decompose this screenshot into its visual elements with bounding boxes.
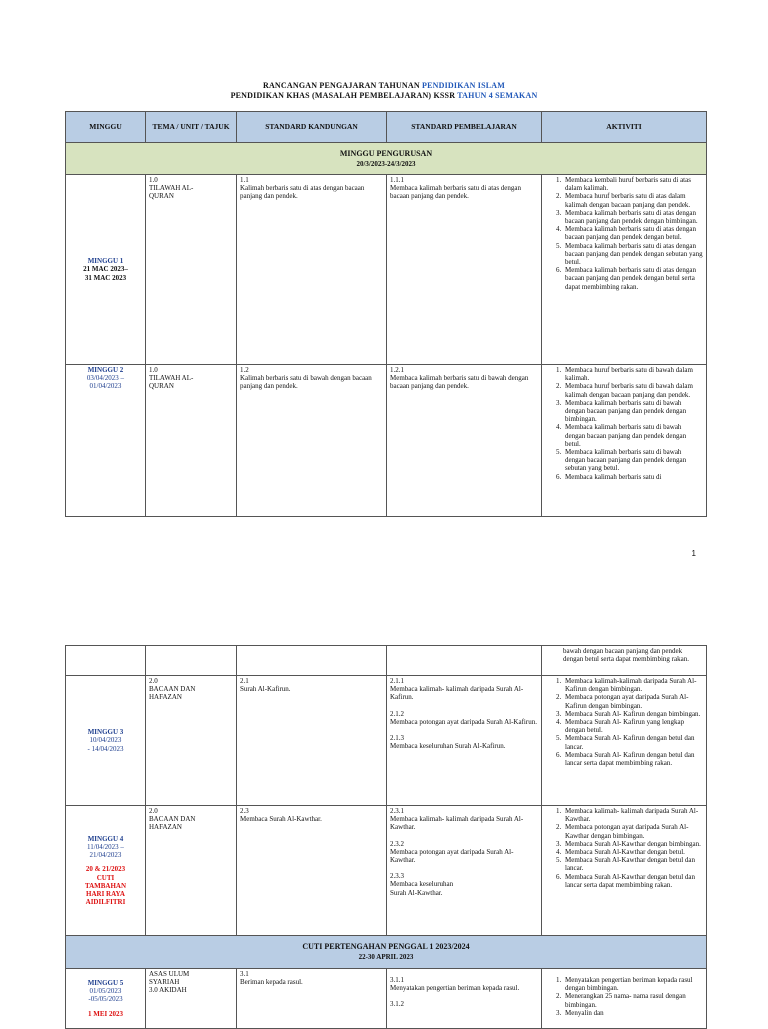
sk-text: Kalimah berbaris satu di atas dengan bacaan panjang dan pendek. — [240, 184, 365, 201]
cuti-date: 22-30 APRIL 2023 — [358, 953, 414, 961]
sk-code: 3.1 — [240, 970, 249, 978]
sp-block — [390, 840, 538, 865]
tema-cell — [146, 646, 237, 676]
holiday-date: 1 MEI 2023 — [88, 1009, 123, 1018]
list-item: 6. Membaca kalimah berbaris satu di atas dengan bacaan panjang dan pendek dengan betul serta dapat membimbing rakan. — [563, 266, 703, 291]
week-cell — [66, 806, 146, 936]
aktiviti-cell — [542, 806, 707, 936]
holiday-label: HARI RAYA — [86, 889, 125, 898]
tema-title-cont: QURAN — [149, 192, 174, 201]
sk-text: Membaca Surah Al-Kawthar. — [240, 815, 322, 824]
tema-cell — [146, 365, 237, 517]
list-item: 4. Membaca kalimah berbaris satu di bawah dengan bacaan panjang dan pendek dengan betul. — [563, 423, 703, 448]
sp-text: Membaca kalimah berbaris satu di atas dengan bacaan panjang dan pendek. — [390, 184, 522, 201]
list-item: 1. Membaca kalimah-kalimah daripada Surah Al- Kafirun dengan bimbingan. — [563, 677, 703, 693]
tema-code: 2.0 — [149, 807, 158, 815]
sp-cell — [387, 969, 542, 1029]
col-standard-kandungan: STANDARD KANDUNGAN — [237, 112, 387, 143]
activity-list — [545, 366, 703, 481]
sp-code: 2.3.1 — [390, 807, 404, 815]
week-date-start: 01/05/2023 — [89, 987, 122, 996]
sp-text: Membaca potongan ayat daripada Surah Al-Kafirun. — [390, 717, 537, 726]
activity-list — [545, 176, 703, 291]
sp-cell — [387, 676, 542, 806]
list-item: 4. Membaca Surah Al- Kafirun yang lengkap dengan betul. — [563, 718, 703, 734]
sk-code: 1.2 — [240, 366, 249, 374]
week-label: MINGGU 4 — [87, 834, 124, 843]
list-item: 1. Membaca kembali huruf berbaris satu di atas dalam kalimah. — [563, 176, 703, 192]
table-row — [66, 175, 707, 365]
sk-code: 2.3 — [240, 807, 249, 815]
col-aktiviti: AKTIVITI — [542, 112, 707, 143]
tema-title-cont: SYARIAH — [149, 978, 180, 987]
sp-cell — [387, 365, 542, 517]
list-item: 5. Membaca Surah Al- Kafirun dengan betul dan lancar. — [563, 734, 703, 750]
week-cell — [66, 175, 146, 365]
title-programme: PENDIDIKAN KHAS (MASALAH PEMBELAJARAN) KSSR — [230, 91, 458, 100]
sk-cell — [237, 646, 387, 676]
holiday-label: TAMBAHAN — [84, 881, 127, 890]
sp-text: Surah Al-Kawthar. — [390, 888, 443, 897]
doc-title-line-1 — [0, 81, 768, 90]
sp-cell — [387, 646, 542, 676]
tema-title: TILAWAH AL- — [149, 374, 194, 383]
list-item: 6. Membaca Surah Al- Kafirun dengan betul dan lancar serta dapat membimbing rakan. — [563, 751, 703, 767]
list-item: 1. Membaca huruf berbaris satu di bawah dalam kalimah. — [563, 366, 703, 382]
aktiviti-cell — [542, 646, 707, 676]
pengurusan-title: MINGGU PENGURUSAN — [339, 148, 433, 158]
sk-text: Kalimah berbaris satu di bawah dengan bacaan panjang dan pendek. — [240, 374, 372, 391]
sp-code: 2.3.2 — [390, 839, 404, 848]
week-date-end: -05/05/2023 — [88, 995, 123, 1004]
list-item: 1. Membaca kalimah- kalimah daripada Surah Al-Kawthar. — [563, 807, 703, 823]
aktiviti-cell — [542, 969, 707, 1029]
sk-cell — [237, 806, 387, 936]
activity-list — [545, 677, 703, 767]
sp-code: 1.1.1 — [390, 176, 404, 184]
holiday-date: 20 & 21/2023 — [85, 865, 126, 874]
week-date-end: - 14/04/2023 — [87, 744, 124, 753]
list-item: 5. Membaca Surah Al-Kawthar dengan betul dan lancar. — [563, 856, 703, 872]
week-date-start: 11/04/2023 – — [87, 842, 124, 851]
title-subject: PENDIDIKAN ISLAM — [422, 81, 506, 90]
sp-text: Menyatakan pengertian beriman kepada rasul. — [390, 984, 520, 993]
tema-title: BACAAN DAN — [149, 685, 196, 694]
sp-code: 2.1.1 — [390, 677, 404, 685]
tema-code: 3.0 AKIDAH — [149, 986, 187, 995]
list-item: 5. Membaca kalimah berbaris satu di atas dengan bacaan panjang dan pendek dengan sebutan yang betul. — [563, 242, 703, 267]
tema-code: 1.0 — [149, 176, 158, 184]
cuti-title: CUTI PERTENGAHAN PENGGAL 1 2023/2024 — [302, 942, 470, 951]
sk-text: Beriman kepada rasul. — [240, 978, 303, 987]
sp-code: 2.3.3 — [390, 872, 404, 881]
sp-code: 2.1.2 — [390, 709, 404, 718]
list-item: 4. Membaca Surah Al-Kawthar dengan betul. — [563, 848, 703, 856]
week-cell — [66, 365, 146, 517]
sp-block — [390, 807, 538, 832]
week-date-end: 01/04/2023 — [89, 382, 122, 391]
sp-block — [390, 710, 538, 726]
week-cell — [66, 646, 146, 676]
week-date-end: 31 MAC 2023 — [84, 273, 127, 282]
plan-table-page-1 — [65, 111, 707, 517]
list-item: 3. Membaca Surah Al- Kafirun dengan bimbingan. — [563, 710, 703, 718]
holiday-label: CUTI — [96, 873, 115, 882]
sk-code: 2.1 — [240, 677, 249, 685]
title-year: TAHUN 4 SEMAKAN — [457, 91, 538, 100]
holiday-label: AIDILFITRI — [85, 898, 126, 907]
doc-title-line-2 — [0, 91, 768, 100]
table-row — [66, 969, 707, 1029]
week-date-start: 10/04/2023 — [89, 736, 122, 745]
sp-text: Membaca keseluruhan Surah Al-Kafirun. — [390, 742, 506, 751]
table-row — [66, 806, 707, 936]
tema-title-cont: QURAN — [149, 382, 174, 391]
sp-cell — [387, 175, 542, 365]
sp-block — [390, 872, 538, 897]
table-row — [66, 365, 707, 517]
col-standard-pembelajaran: STANDARD PEMBELAJARAN — [387, 112, 542, 143]
sp-code: 3.1.1 — [390, 976, 404, 984]
sp-text: Membaca keseluruhan — [390, 880, 454, 889]
table-row — [66, 676, 707, 806]
sp-text: Membaca potongan ayat daripada Surah Al-Kawthar. — [390, 847, 514, 865]
list-item: 3. Menyalin dan — [563, 1009, 703, 1017]
list-item: 1. Menyatakan pengertian beriman kepada rasul dengan bimbingan. — [563, 976, 703, 992]
list-item: 5. Membaca kalimah berbaris satu di bawah dengan bacaan panjang dan pendek dengan sebutan yang betul. — [563, 448, 703, 473]
week-label: MINGGU 5 — [87, 979, 124, 987]
plan-table-page-2 — [65, 645, 707, 1029]
activity-list — [545, 976, 703, 1017]
aktiviti-cell — [542, 676, 707, 806]
sp-code: 1.2.1 — [390, 366, 404, 374]
table-row — [66, 646, 707, 676]
list-item: 4. Membaca kalimah berbaris satu di atas dengan bacaan panjang dan pendek dengan betul. — [563, 225, 703, 241]
week-label: MINGGU 1 — [87, 257, 124, 266]
col-tema: TEMA / UNIT / TAJUK — [146, 112, 237, 143]
tema-cell — [146, 969, 237, 1029]
activity-continuation: bawah dengan bacaan panjang dan pendek dengan betul serta dapat membimbing rakan. — [563, 647, 689, 664]
sp-text: Membaca kalimah- kalimah daripada Surah Al-Kawthar. — [390, 815, 524, 832]
list-item: 6. Membaca kalimah berbaris satu di — [563, 473, 703, 481]
tema-title: TILAWAH AL- — [149, 184, 194, 193]
week-cell — [66, 676, 146, 806]
sk-code: 1.1 — [240, 176, 249, 184]
tema-cell — [146, 175, 237, 365]
title-text: RANCANGAN PENGAJARAN TAHUNAN — [262, 81, 423, 90]
sp-text: Membaca kalimah berbaris satu di bawah dengan bacaan panjang dan pendek. — [390, 374, 529, 391]
tema-title-cont: HAFAZAN — [149, 823, 182, 832]
col-minggu: MINGGU — [66, 112, 146, 143]
tema-title: ASAS ULUM — [149, 970, 190, 978]
sp-code: 3.1.2 — [390, 1000, 404, 1009]
week-label: MINGGU 3 — [87, 728, 124, 737]
sk-cell — [237, 365, 387, 517]
list-item: 3. Membaca kalimah berbaris satu di atas dengan bacaan panjang dan pendek dengan bimbingan. — [563, 209, 703, 225]
sp-text: Membaca kalimah- kalimah daripada Surah Al-Kafirun. — [390, 685, 524, 702]
list-item: 2. Membaca potongan ayat daripada Surah Al-Kawthar dengan bimbingan. — [563, 823, 703, 839]
sk-text: Surah Al-Kafirun. — [240, 685, 291, 694]
list-item: 3. Membaca kalimah berbaris satu di bawah dengan bacaan panjang dan pendek dengan bimbingan. — [563, 399, 703, 424]
week-date-start: 03/04/2023 – — [86, 374, 125, 383]
page-number: 1 — [691, 549, 696, 558]
header-row — [66, 112, 707, 143]
aktiviti-cell — [542, 365, 707, 517]
tema-cell — [146, 676, 237, 806]
list-item: 2. Membaca potongan ayat daripada Surah Al- Kafirun dengan bimbingan. — [563, 693, 703, 709]
week-label: MINGGU 2 — [87, 366, 124, 374]
list-item: 6. Membaca Surah Al-Kawthar dengan betul dan lancar serta dapat membimbing rakan. — [563, 873, 703, 889]
tema-title-cont: HAFAZAN — [149, 693, 182, 702]
activity-list — [545, 807, 703, 889]
cuti-row — [66, 936, 707, 969]
tema-code: 2.0 — [149, 677, 158, 685]
pengurusan-row — [66, 143, 707, 175]
sp-cell — [387, 806, 542, 936]
sk-cell — [237, 175, 387, 365]
list-item: 3. Membaca Surah Al-Kawthar dengan bimbingan. — [563, 840, 703, 848]
sp-code: 2.1.3 — [390, 734, 404, 743]
tema-code: 1.0 — [149, 366, 158, 374]
sk-cell — [237, 969, 387, 1029]
list-item: 2. Membaca huruf berbaris satu di atas dalam kalimah dengan bacaan panjang dan pendek. — [563, 192, 703, 208]
list-item: 2. Membaca huruf berbaris satu di bawah dalam kalimah dengan bacaan panjang dan pendek. — [563, 382, 703, 398]
week-date-start: 21 MAC 2023– — [83, 265, 128, 274]
tema-cell — [146, 806, 237, 936]
sk-cell — [237, 676, 387, 806]
aktiviti-cell — [542, 175, 707, 365]
sp-block — [390, 734, 538, 750]
sp-block — [390, 677, 538, 702]
list-item: 2. Menerangkan 25 nama- nama rasul dengan bimbingan. — [563, 992, 703, 1008]
week-cell — [66, 969, 146, 1029]
pengurusan-date: 20/3/2023-24/3/2023 — [356, 159, 416, 168]
tema-title: BACAAN DAN — [149, 815, 196, 824]
week-date-end: 21/04/2023 — [89, 851, 122, 860]
